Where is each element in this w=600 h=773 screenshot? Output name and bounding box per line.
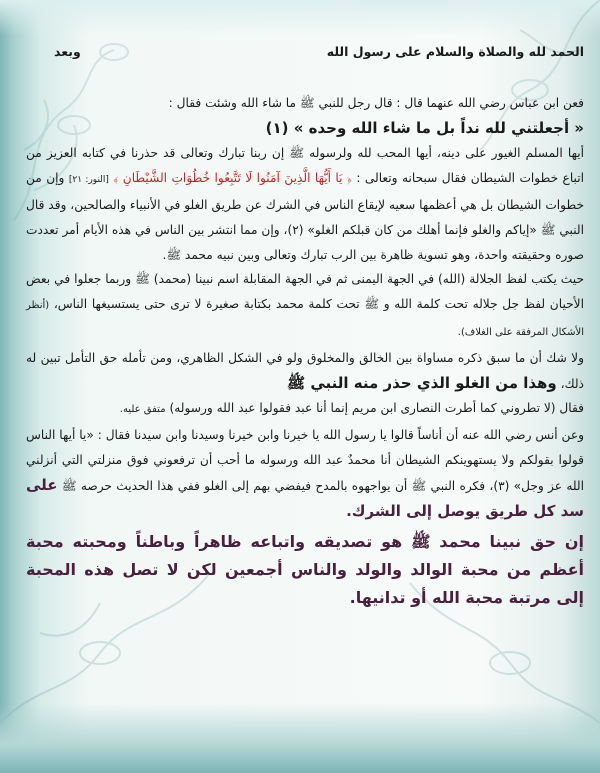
writing-practice-text: حيث يكتب لفظ الجلالة (الله) في الجهة اليمنى ثم في الجهة المقابلة اسم نبينا (محمد) ﷺ وربما جعلوا في بعض الأحيان لفظ جل جلاله تحت كلمة الله و ﷺ تحت كلمة محمد بكتابة صغيرة لا ترى حتى يستسيغها الناس، [26,272,585,312]
paragraph-writing-practice [26,267,584,345]
paragraph-equality [26,346,584,397]
hadith-intro: فعن ابن عباس رضي الله عنهما قال : قال رجل للنبي ﷺ ما شاء الله وشئت فقال : [168,95,584,110]
quran-verse: ﴿ يَا أَيُّهَا الَّذِينَ آمَنُوا لَا تَتَّبِعُوا خُطُوَاتِ الشَّيْطَانِ ﴾ [113,171,352,186]
opening-praise: الحمد لله والصلاة والسلام على رسول الله [326,44,584,59]
hadith-itra-text: فقال (لا تطروني كما أطرت النصارى ابن مريم إنما أنا عبد فقولوا عبد الله ورسوله) [169,401,584,416]
opening-transition: وبعد [54,44,81,59]
paragraph-warning [26,141,584,267]
warning-text: أيها المسلم الغيور على دينه، أيها المحب لله ولرسوله ﷺ إن ربنا تبارك وتعالى قد حذرنا في كتابه العزيز من اتباع خطوات الشيطان فقال سبحانه وتعالى : [26,146,584,186]
equality-text: ولا شك أن ما سبق ذكره مساواة بين الخالق والمخلوق ولو في الشكل الظاهري، ومن تأمله حق التأمل تبين له ذلك، [26,350,584,391]
verse-reference: [النور: ٢١] [68,175,109,186]
cover-note: (أنظر الأشكال المرفقة على الغلاف). [26,300,584,338]
paragraph-prophet-rights: إن حق نبينا محمد ﷺ هو تصديقه واتباعه ظاهراً وباطناً ومحبته محبة أعظم من محبة الوالد والولد والناس أجمعين لكن لا تصل هذه المحبة إلى مرتبة محبة الله أو تدانيها. [26,532,584,608]
agreed-upon-note: متفق عليه. [119,404,166,416]
paragraph-hadith-anas [26,423,584,524]
paragraph-hadith-itra [26,396,584,423]
exaggeration-statement: وهذا من الغلو الذي حذر منه النبي ﷺ [287,373,557,392]
hadith-quote: « أجعلتني لله نداً بل ما شاء الله وحده » (١) [265,118,584,137]
paragraph-hadith-ibn-abbas [26,91,584,142]
hadith-anas-text: وعن أنس رضي الله عنه أن أناساً قالوا يا رسول الله يا خيرنا وابن خيرنا وسيدنا وابن سيدنا فقال : «يا أيها الناس قولوا بقولكم ولا يستهوينكم الشيطان أنا محمدٌ عبد الله ورسوله ما أحب أن ترفعوني فوق منزلتي التي أنزلني الله عز وجل» (٣)، فكره النبي ﷺ أن يواجهوه بالمدح فيفضي بهم إلى الغلو ففي هذا الحديث حرصه ﷺ [26,428,584,493]
opening-header [26,40,584,65]
warning-continuation: وإن من خطوات الشيطان بل هي أعظمها سعيه لإيقاع الناس في الشرك عن طريق الغلو في الأنبياء والصالحين، وقد قال النبي ﷺ «إياكم والغلو فإنما أهلك من كان قبلكم الغلو» (٢)، وإن مما انتشر بين الناس في هذه الأيام أمر تعددت صوره وحقيقته واحدة، وهو تسوية ظاهرة بين الرب تبارك وتعالى وبين نبيه محمد ﷺ. [26,171,584,262]
article-body [26,40,584,612]
blocking-path-statement: على سد كل طريق يوصل إلى الشرك. [26,475,584,520]
